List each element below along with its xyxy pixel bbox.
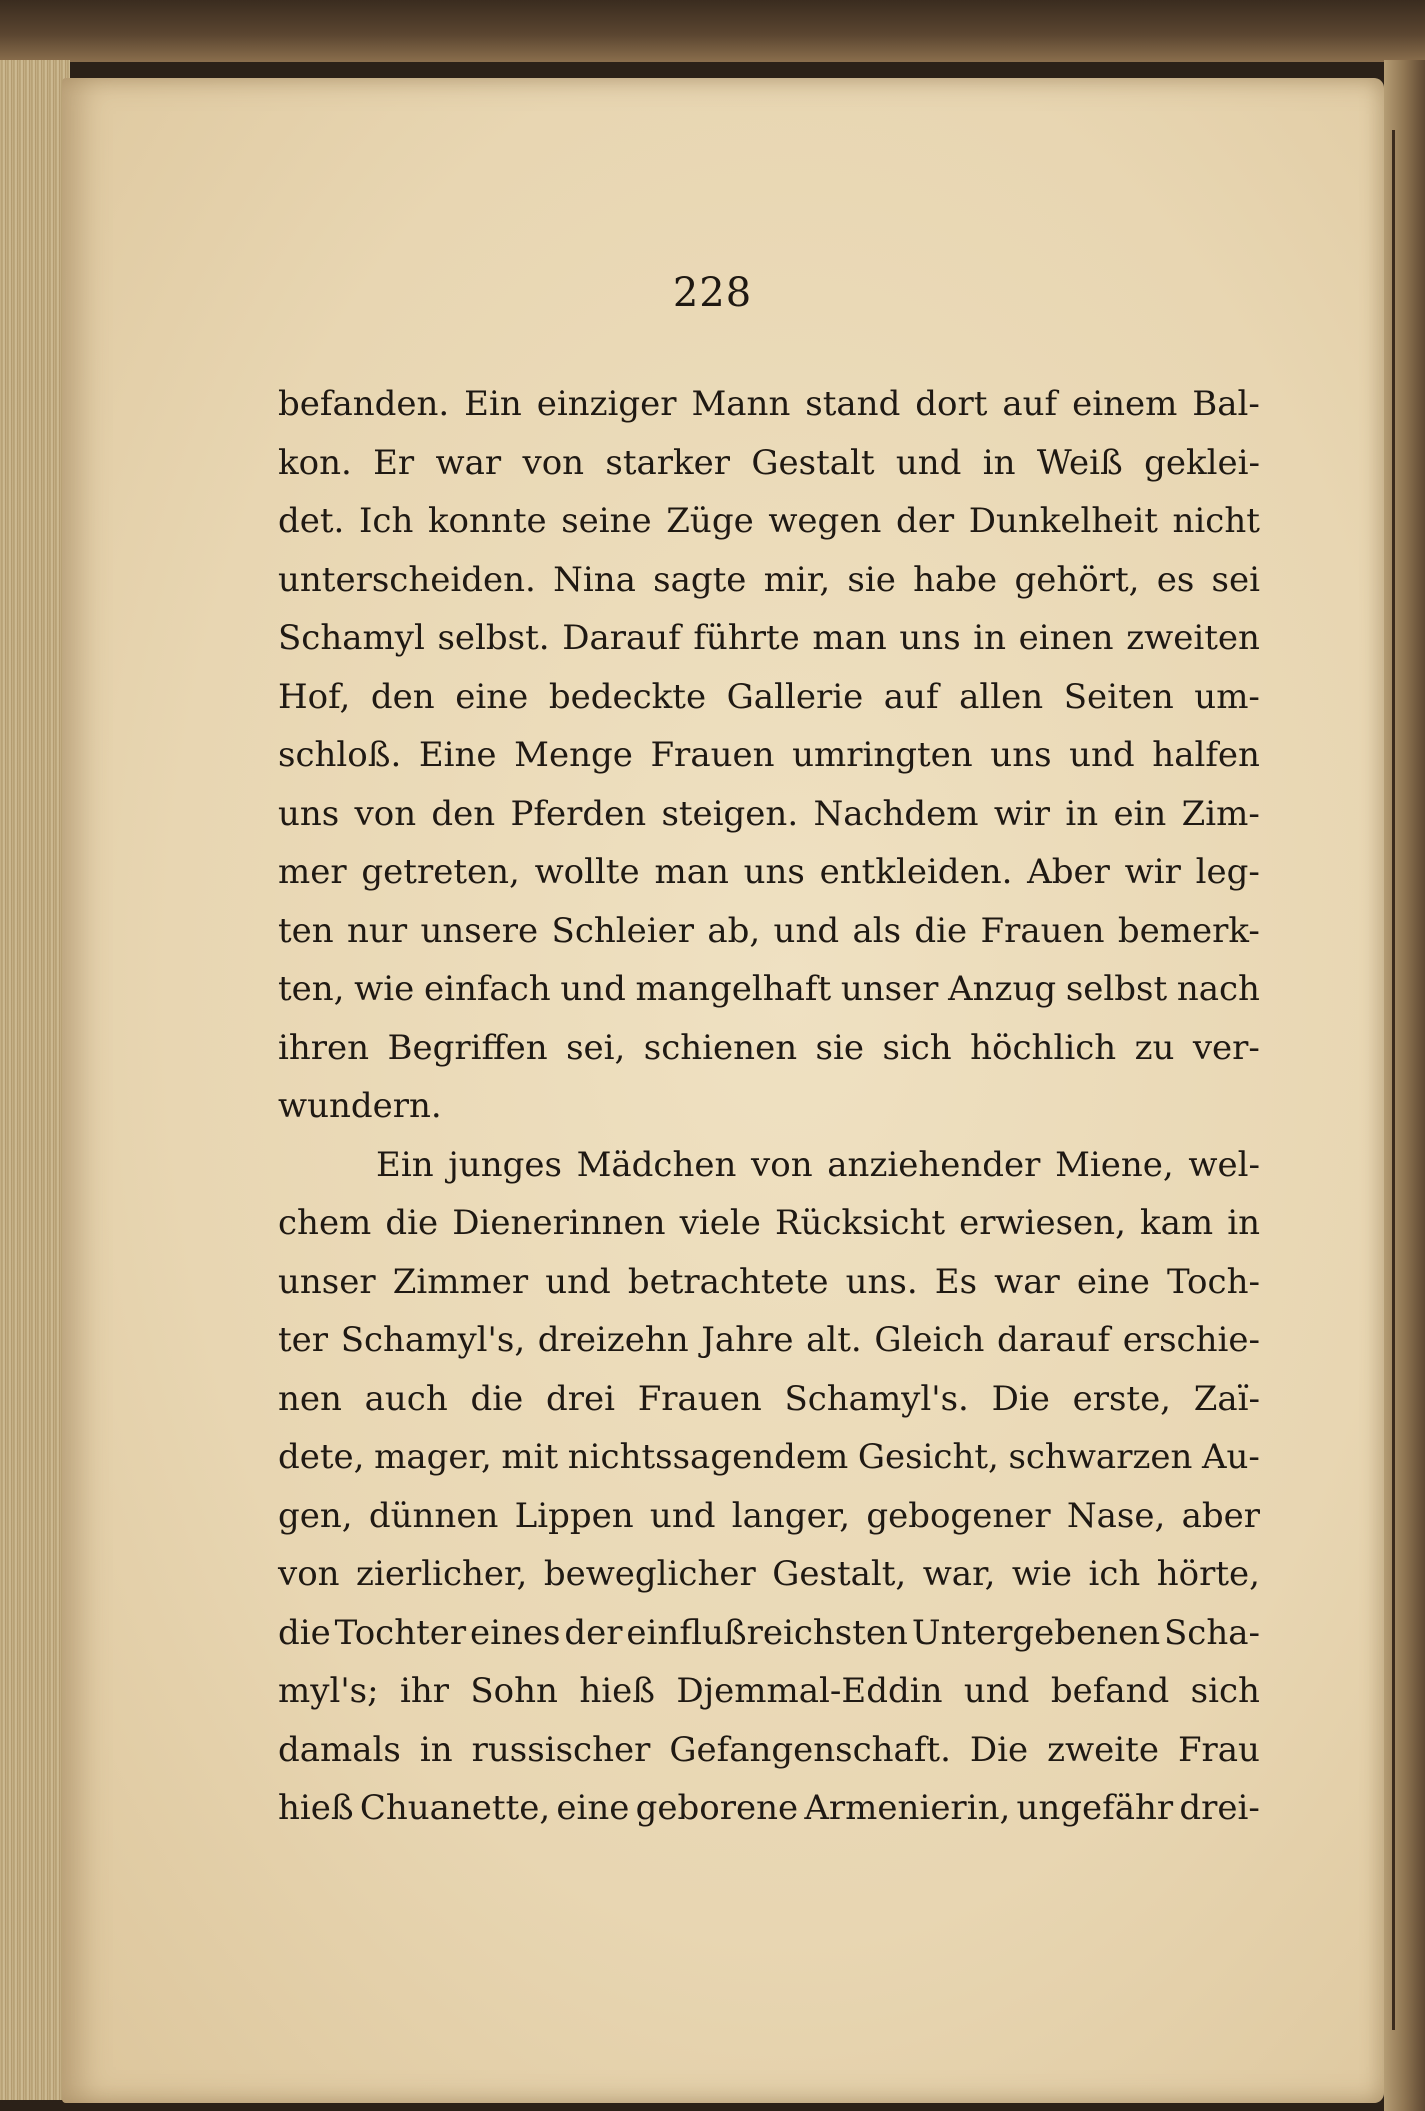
- word: zierlicher,: [356, 1554, 528, 1594]
- text-line: [278, 1779, 1260, 1838]
- text-line: [278, 1662, 1260, 1721]
- word: ich: [1088, 1554, 1141, 1594]
- word: auch: [364, 1378, 448, 1419]
- word: unsere: [420, 910, 539, 951]
- word: als: [852, 910, 902, 951]
- word: sei: [1211, 559, 1260, 600]
- word: Ein: [464, 384, 522, 424]
- word: in: [419, 1729, 453, 1770]
- word: myl's;: [278, 1671, 379, 1711]
- page-fold-line: [1392, 130, 1395, 2030]
- text-line: [278, 492, 1260, 551]
- word: und: [649, 1495, 716, 1536]
- word: Untergebenen: [911, 1612, 1161, 1653]
- word: Nase,: [1066, 1495, 1166, 1536]
- word: mit: [501, 1437, 559, 1477]
- word: und: [895, 442, 962, 483]
- text-line: [278, 1545, 1260, 1604]
- page-number: 228: [672, 270, 753, 316]
- word: ungefähr: [1016, 1788, 1174, 1828]
- word: uns: [278, 793, 340, 834]
- word: die: [470, 1378, 524, 1419]
- word: Begriffen: [387, 1027, 548, 1068]
- word: zu: [1134, 1027, 1175, 1068]
- word: befand: [1050, 1671, 1170, 1711]
- word: von: [751, 1144, 813, 1185]
- word: drei-: [1179, 1788, 1260, 1828]
- word: Frauen: [650, 735, 775, 775]
- word: war: [994, 1261, 1060, 1302]
- text-line: [278, 1721, 1260, 1780]
- word: Frauen: [980, 910, 1105, 951]
- text-line: [278, 902, 1260, 961]
- text-line: [278, 375, 1260, 434]
- word: eines: [470, 1612, 561, 1653]
- text-line: [278, 1136, 1260, 1195]
- word: Miene,: [1055, 1144, 1174, 1185]
- word: Armenierin,: [804, 1788, 1011, 1828]
- word: wir: [993, 793, 1051, 834]
- word: die: [385, 1203, 439, 1243]
- word: Jahre: [701, 1320, 794, 1360]
- word: allen: [959, 676, 1044, 717]
- word: den: [370, 676, 435, 717]
- text-line: [278, 726, 1260, 785]
- word: Nina: [553, 559, 636, 600]
- word: selbst: [1065, 969, 1168, 1009]
- text-line: [278, 1253, 1260, 1312]
- word: junges: [448, 1144, 562, 1185]
- word: Dunkelheit: [968, 501, 1158, 541]
- word: seine: [561, 501, 652, 541]
- text-line: [278, 843, 1260, 902]
- word: Rücksicht: [774, 1203, 946, 1243]
- word: selbst.: [437, 618, 550, 658]
- word: wel-: [1188, 1144, 1260, 1185]
- word: Aber: [1027, 852, 1110, 892]
- word: unser: [840, 969, 939, 1009]
- word: hieß: [579, 1671, 655, 1711]
- word: mir,: [763, 559, 831, 600]
- text-line: [278, 960, 1260, 1019]
- text-line: [278, 1428, 1260, 1487]
- word: halfen: [1152, 735, 1260, 775]
- word: führte: [693, 618, 800, 658]
- text-line: [278, 1487, 1260, 1546]
- word: darauf: [997, 1320, 1111, 1360]
- word: det.: [278, 501, 345, 541]
- word: Anzug: [948, 969, 1057, 1009]
- word: von: [522, 442, 585, 483]
- book-cover-top-edge: [0, 0, 1425, 62]
- book-spine-right-edge: [1384, 60, 1425, 2111]
- word: es: [1156, 559, 1195, 600]
- word: unterscheiden.: [278, 559, 536, 600]
- word: entkleiden.: [819, 852, 1013, 892]
- text-line: [278, 668, 1260, 727]
- word: Lippen: [514, 1495, 634, 1536]
- word: damals: [278, 1729, 401, 1770]
- word: kon.: [278, 442, 352, 483]
- word: wie: [354, 969, 415, 1009]
- word: russischer: [471, 1729, 651, 1770]
- word: gehört,: [1014, 559, 1140, 600]
- word: mangelhaft: [635, 969, 832, 1009]
- text-line: [278, 1604, 1260, 1663]
- word: aber: [1181, 1495, 1260, 1536]
- word: Seiten: [1063, 676, 1174, 717]
- word: eine: [455, 676, 529, 717]
- word: nicht: [1172, 501, 1260, 541]
- word: und: [773, 910, 840, 951]
- word: Schamyl: [278, 618, 425, 658]
- word: umringten: [792, 735, 973, 775]
- word: ter: [278, 1320, 329, 1360]
- word: unser: [278, 1261, 376, 1302]
- word: mager,: [374, 1437, 492, 1477]
- word: Die: [991, 1378, 1050, 1419]
- word: Nachdem: [813, 793, 979, 834]
- word: der: [895, 501, 955, 541]
- word: einen: [1018, 618, 1114, 658]
- word: sie: [847, 559, 896, 600]
- word: man: [654, 852, 729, 892]
- word: Gesicht,: [857, 1437, 999, 1477]
- word: alt.: [806, 1320, 862, 1360]
- word: dete,: [278, 1437, 365, 1477]
- word: schienen: [643, 1027, 798, 1068]
- word: Züge: [666, 501, 754, 541]
- word: und: [1069, 735, 1135, 775]
- word: mer: [278, 852, 347, 892]
- word: und: [560, 969, 626, 1009]
- text-line: [278, 785, 1260, 844]
- word: erwiesen,: [959, 1203, 1126, 1243]
- word: und: [545, 1261, 611, 1302]
- word: sie: [815, 1027, 864, 1068]
- stacked-pages-left-edge: [0, 60, 70, 2100]
- word: in: [973, 618, 1007, 658]
- word: war,: [922, 1554, 996, 1594]
- word: ihr: [399, 1671, 449, 1711]
- word: den: [431, 793, 496, 834]
- word: bemerk-: [1117, 910, 1260, 951]
- word: schloß.: [278, 735, 402, 775]
- word: nach: [1176, 969, 1260, 1009]
- word: Weiß: [1036, 442, 1123, 483]
- word: Ich: [358, 501, 414, 541]
- word: Die: [969, 1729, 1029, 1770]
- text-line: [278, 609, 1260, 668]
- word: Frauen: [637, 1378, 762, 1419]
- word: hieß: [278, 1788, 354, 1828]
- word: einem: [1072, 384, 1178, 424]
- word: Tochter: [334, 1612, 467, 1653]
- word: drei: [545, 1378, 615, 1419]
- word: Gefangenschaft.: [669, 1729, 951, 1770]
- text-line: wundern.: [278, 1086, 442, 1126]
- word: sei,: [566, 1027, 626, 1068]
- word: wegen: [768, 501, 882, 541]
- word: Ein: [376, 1144, 434, 1185]
- word: Mädchen: [576, 1144, 737, 1185]
- word: Frau: [1177, 1729, 1260, 1770]
- word: Gestalt,: [772, 1554, 907, 1594]
- word: ver-: [1192, 1027, 1260, 1068]
- word: langer,: [731, 1495, 851, 1536]
- word: anziehender: [827, 1144, 1041, 1185]
- word: einfach: [423, 969, 551, 1009]
- word: Scha-: [1163, 1612, 1260, 1653]
- word: einflußreichsten: [626, 1612, 908, 1653]
- text-line: [278, 551, 1260, 610]
- word: der: [564, 1612, 623, 1653]
- word: Schleier: [551, 910, 695, 951]
- word: einziger: [536, 384, 677, 424]
- word: beweglicher: [543, 1554, 756, 1594]
- word: die: [278, 1612, 331, 1653]
- word: geklei-: [1144, 442, 1260, 483]
- text-line: [278, 1370, 1260, 1429]
- word: sich: [1190, 1671, 1260, 1711]
- word: in: [982, 442, 1016, 483]
- word: Es: [934, 1261, 978, 1302]
- word: bedeckte: [548, 676, 707, 717]
- word: sagte: [653, 559, 747, 600]
- word: ten,: [278, 969, 345, 1009]
- word: geborene: [635, 1788, 799, 1828]
- word: sich: [882, 1027, 952, 1068]
- text-line: [278, 1019, 1260, 1078]
- word: uns: [743, 852, 805, 892]
- body-text: [278, 375, 1260, 1838]
- word: von: [278, 1554, 340, 1594]
- word: Gallerie: [726, 676, 864, 717]
- word: erste,: [1072, 1378, 1171, 1419]
- word: uns: [990, 735, 1052, 775]
- word: uns.: [845, 1261, 918, 1302]
- word: ten: [278, 910, 334, 951]
- word: Dienerinnen: [452, 1203, 666, 1243]
- word: auf: [883, 676, 939, 717]
- word: leg-: [1195, 852, 1260, 892]
- word: befanden.: [278, 384, 450, 424]
- word: Gleich: [874, 1320, 985, 1360]
- word: Au-: [1201, 1437, 1260, 1477]
- word: in: [1065, 793, 1099, 834]
- word: ab,: [707, 910, 761, 951]
- word: Zaï-: [1193, 1378, 1260, 1419]
- text-line: [278, 1311, 1260, 1370]
- word: Menge: [514, 735, 633, 775]
- word: die: [914, 910, 968, 951]
- word: eine: [556, 1788, 630, 1828]
- word: steigen.: [661, 793, 799, 834]
- word: eine: [1076, 1261, 1150, 1302]
- word: starker: [605, 442, 731, 483]
- word: auf: [1002, 384, 1058, 424]
- word: Darauf: [562, 618, 681, 658]
- word: dreizehn: [537, 1320, 689, 1360]
- word: Gestalt: [751, 442, 875, 483]
- text-line: [278, 1194, 1260, 1253]
- word: Schamyl's.: [784, 1378, 969, 1419]
- word: zweite: [1047, 1729, 1159, 1770]
- word: Djemmal-Eddin: [676, 1671, 943, 1711]
- word: Sohn: [470, 1671, 558, 1711]
- word: konnte: [427, 501, 547, 541]
- word: Toch-: [1167, 1261, 1260, 1302]
- word: hörte,: [1156, 1554, 1260, 1594]
- word: ihren: [278, 1027, 370, 1068]
- word: Hof,: [278, 676, 351, 717]
- word: erschie-: [1122, 1320, 1260, 1360]
- word: habe: [913, 559, 998, 600]
- word: nur: [347, 910, 408, 951]
- word: kam: [1139, 1203, 1214, 1243]
- word: dünnen: [368, 1495, 499, 1536]
- word: man: [812, 618, 887, 658]
- word: Zim-: [1181, 793, 1260, 834]
- word: zweiten: [1126, 618, 1260, 658]
- word: in: [1227, 1203, 1260, 1243]
- word: Bal-: [1192, 384, 1260, 424]
- word: uns: [899, 618, 961, 658]
- word: Eine: [418, 735, 497, 775]
- word: viele: [679, 1203, 761, 1243]
- word: Schamyl's,: [340, 1320, 526, 1360]
- word: wie: [1011, 1554, 1072, 1594]
- word: und: [963, 1671, 1030, 1711]
- word: von: [354, 793, 417, 834]
- text-line: [278, 434, 1260, 493]
- word: nichtssagendem: [567, 1437, 849, 1477]
- word: gen,: [278, 1495, 353, 1536]
- word: um-: [1194, 676, 1260, 717]
- word: war: [435, 442, 502, 483]
- word: getreten,: [361, 852, 520, 892]
- word: nen: [278, 1378, 342, 1419]
- word: Chuanette,: [359, 1788, 551, 1828]
- word: betrachtete: [627, 1261, 829, 1302]
- word: dort: [915, 384, 988, 424]
- word: Pferden: [510, 793, 647, 834]
- word: stand: [805, 384, 901, 424]
- word: Zimmer: [392, 1261, 529, 1302]
- word: schwarzen: [1008, 1437, 1193, 1477]
- word: höchlich: [970, 1027, 1117, 1068]
- word: Er: [373, 442, 415, 483]
- word: ein: [1113, 793, 1167, 834]
- word: wir: [1124, 852, 1181, 892]
- word: chem: [278, 1203, 372, 1243]
- word: gebogener: [866, 1495, 1051, 1536]
- word: wollte: [534, 852, 640, 892]
- word: Mann: [691, 384, 791, 424]
